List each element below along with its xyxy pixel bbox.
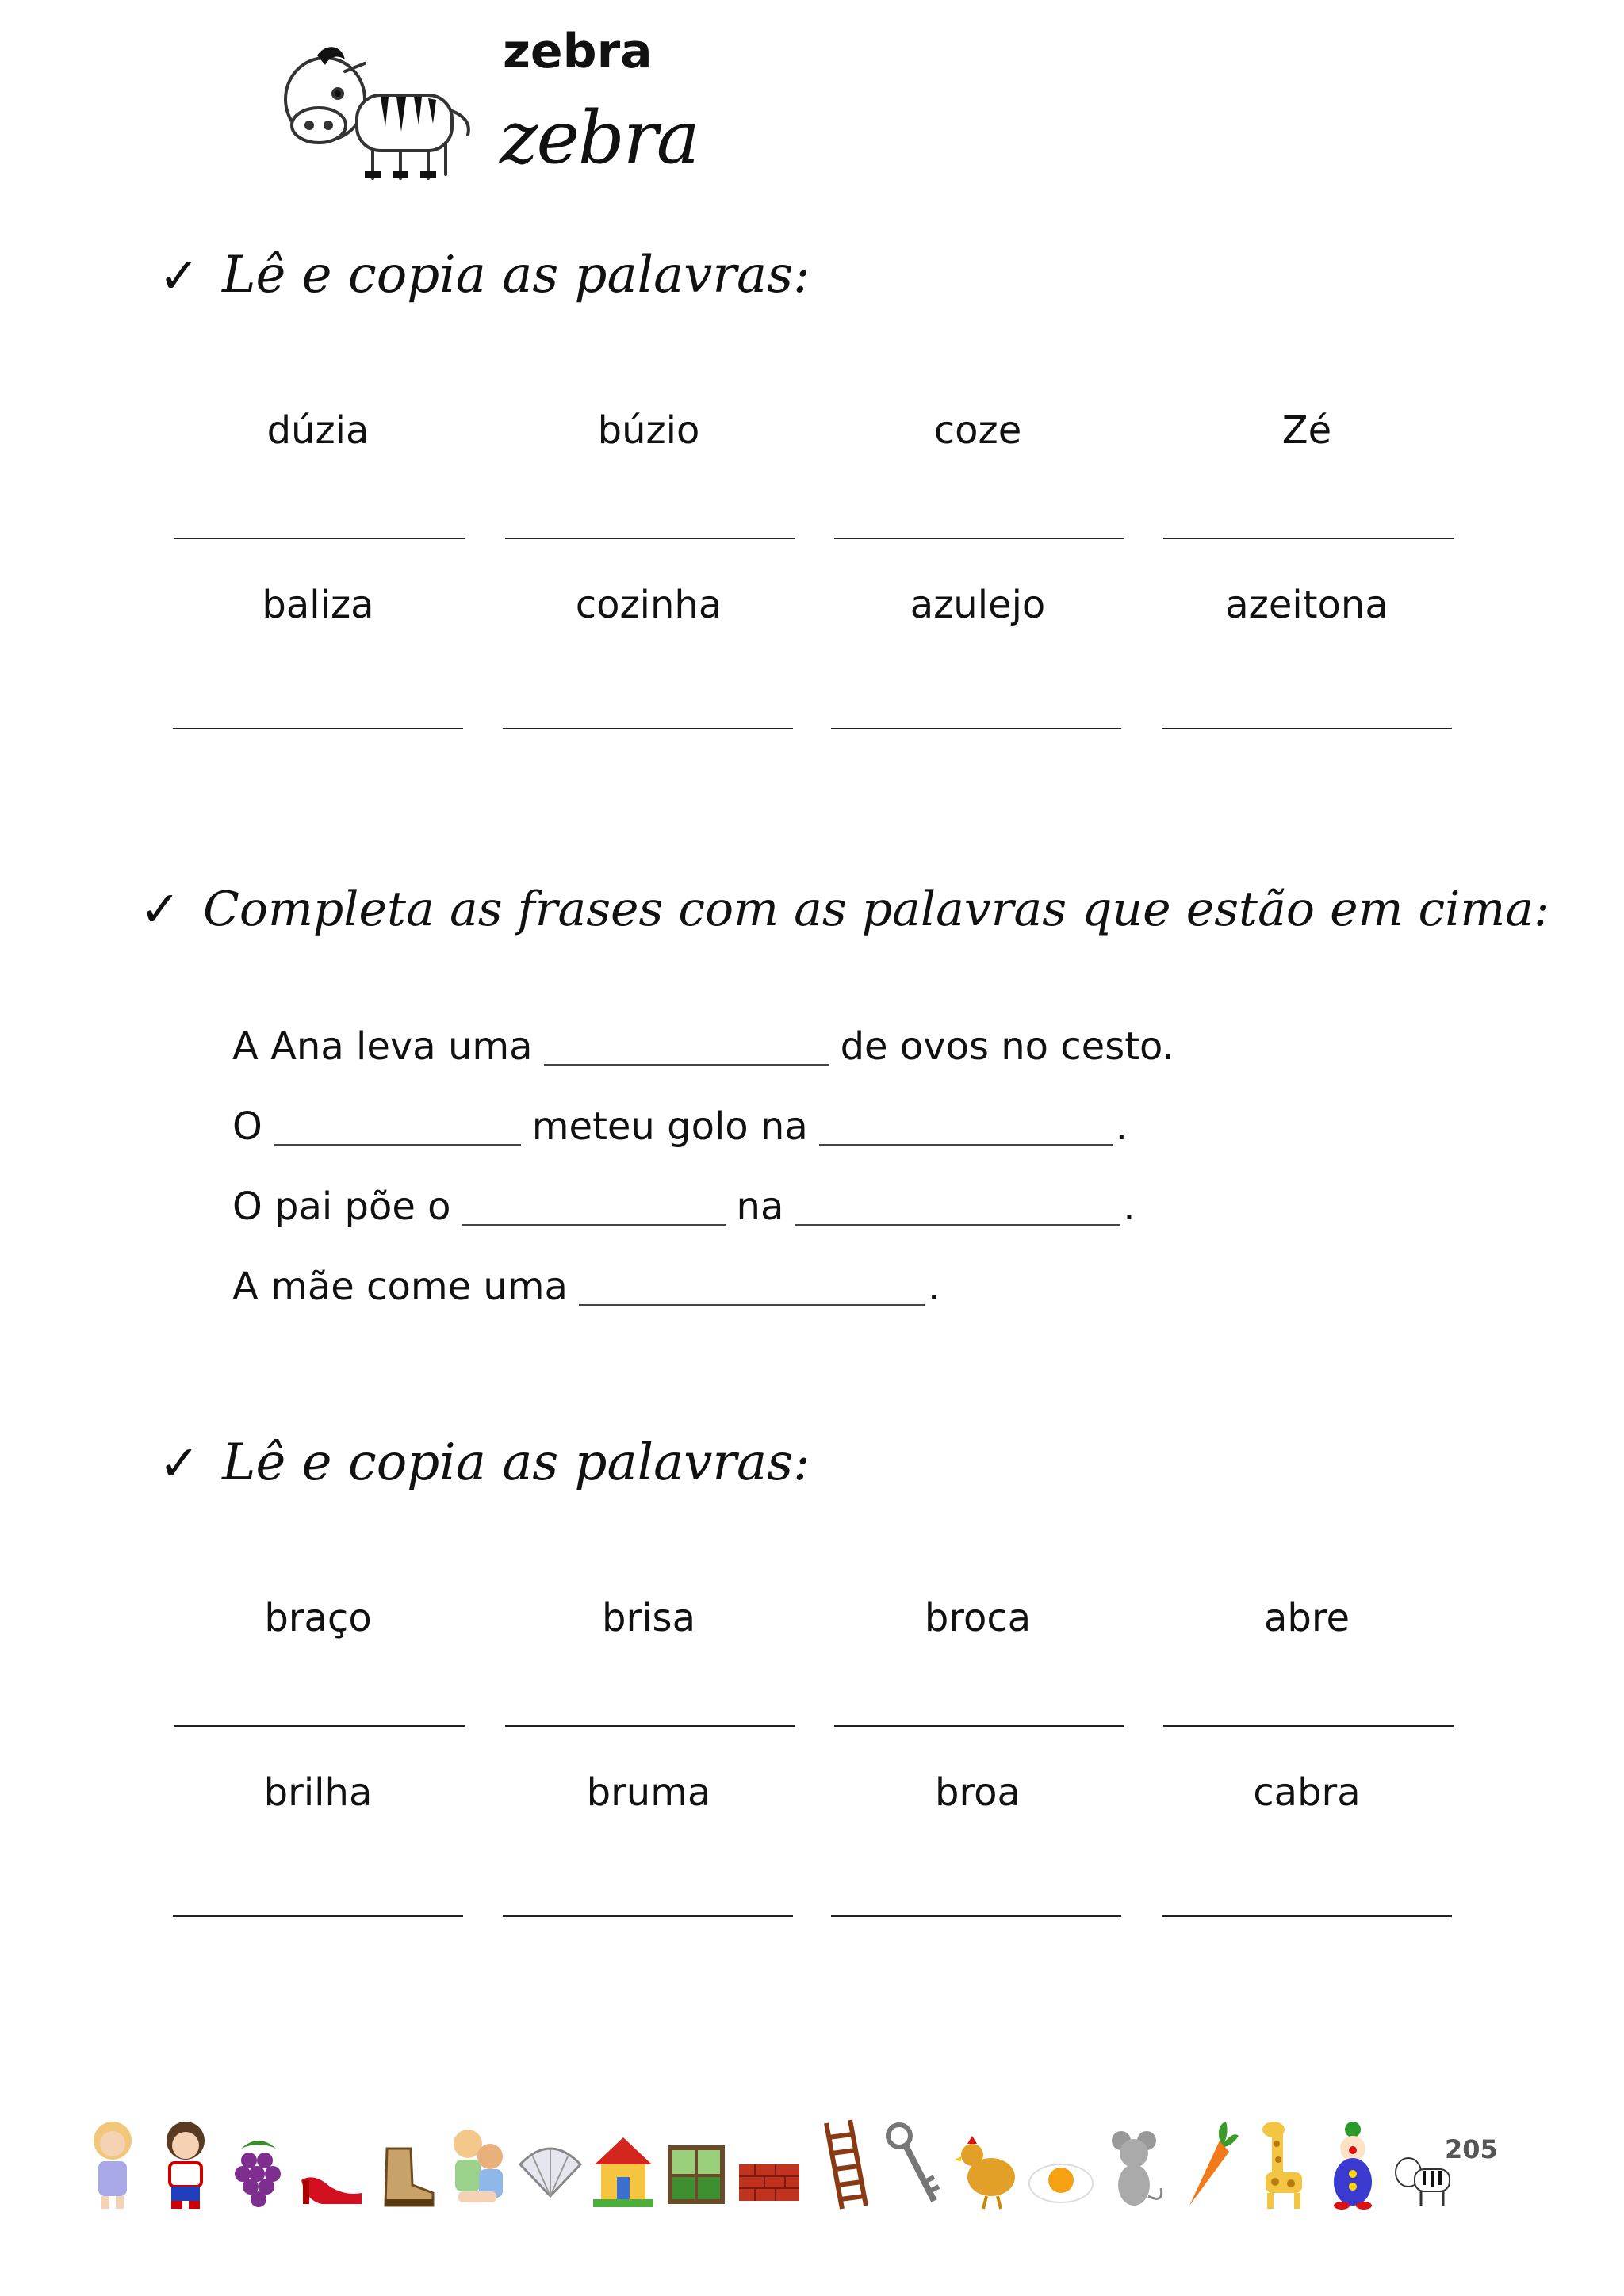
fan-icon: [517, 2117, 584, 2212]
egg-icon: [1028, 2117, 1094, 2212]
giraffe-icon: [1247, 2117, 1313, 2212]
copy-line[interactable]: [834, 538, 1124, 539]
copy-line[interactable]: [1163, 1725, 1454, 1727]
sentence-text: A Ana leva uma: [232, 1024, 533, 1069]
sentence-2: [232, 1104, 1128, 1149]
fill-blank[interactable]: [579, 1303, 925, 1306]
word: abre: [1263, 1596, 1350, 1640]
fill-blank[interactable]: [462, 1223, 726, 1226]
sentence-1: [232, 1024, 1174, 1069]
sentence-text: O: [232, 1104, 262, 1149]
fill-blank[interactable]: [819, 1143, 1113, 1146]
copy-line[interactable]: [173, 1915, 463, 1917]
word: dúzia: [266, 408, 370, 453]
word: broca: [924, 1596, 1032, 1640]
copy-line[interactable]: [173, 728, 463, 729]
word: cozinha: [575, 583, 722, 627]
sentence-4: [232, 1265, 940, 1309]
zebra-illustration: [270, 24, 492, 190]
word: azeitona: [1225, 583, 1388, 627]
word: brisa: [602, 1596, 695, 1640]
clown-icon: [1320, 2117, 1386, 2212]
copy-line[interactable]: [831, 728, 1121, 729]
boy-icon: [152, 2117, 219, 2212]
sentence-text: meteu golo na: [531, 1104, 808, 1149]
copy-line[interactable]: [505, 538, 795, 539]
copy-line[interactable]: [174, 538, 465, 539]
copy-line[interactable]: [1162, 728, 1452, 729]
sentence-text: .: [927, 1265, 940, 1309]
fill-blank[interactable]: [544, 1063, 829, 1066]
hen-icon: [955, 2117, 1021, 2212]
children-icon: [444, 2117, 511, 2212]
copy-line[interactable]: [174, 1725, 465, 1727]
zebra-icon: [1392, 2117, 1459, 2212]
mouse-icon: [1101, 2117, 1167, 2212]
picture-strip: [79, 2101, 1459, 2212]
fill-blank[interactable]: [795, 1223, 1120, 1226]
copy-line[interactable]: [831, 1915, 1121, 1917]
word: brilha: [263, 1770, 373, 1815]
word: búzio: [597, 408, 700, 453]
word: baliza: [262, 583, 374, 627]
section1-heading: [159, 246, 810, 304]
girl-icon: [79, 2117, 146, 2212]
copy-line[interactable]: [503, 1915, 793, 1917]
word: braço: [264, 1596, 372, 1640]
grapes-icon: [225, 2117, 292, 2212]
sentence-text: .: [1123, 1184, 1136, 1229]
copy-line[interactable]: [503, 728, 793, 729]
boot-icon: [371, 2117, 438, 2212]
word: bruma: [586, 1770, 711, 1815]
copy-line[interactable]: [1163, 538, 1454, 539]
sentence-3: [232, 1184, 1136, 1229]
title-print: zebra: [503, 24, 653, 79]
copy-line[interactable]: [1162, 1915, 1452, 1917]
fill-blank[interactable]: [274, 1143, 521, 1146]
word: cabra: [1253, 1770, 1361, 1815]
house-icon: [590, 2117, 657, 2212]
section1-heading-text: Lê e copia as palavras:: [221, 246, 810, 304]
section3-heading-text: Lê e copia as palavras:: [221, 1433, 810, 1492]
sentence-text: na: [736, 1184, 784, 1229]
word: azulejo: [910, 583, 1046, 627]
check-icon: ✓: [159, 246, 200, 304]
word: coze: [933, 408, 1022, 453]
key-icon: [882, 2117, 948, 2212]
sentence-text: .: [1115, 1104, 1128, 1149]
sentence-text: A mãe come uma: [232, 1265, 568, 1309]
copy-line[interactable]: [834, 1725, 1124, 1727]
title-cursive: zebra: [500, 95, 699, 180]
copy-line[interactable]: [505, 1725, 795, 1727]
ladder-icon: [809, 2117, 875, 2212]
word: Zé: [1281, 408, 1332, 453]
check-icon: ✓: [159, 1433, 200, 1492]
word: broa: [935, 1770, 1021, 1815]
window-icon: [663, 2117, 730, 2212]
section2-heading: [140, 880, 1549, 938]
section3-heading: [159, 1433, 810, 1492]
check-icon: ✓: [140, 880, 181, 938]
wall-icon: [736, 2117, 802, 2212]
carrot-icon: [1174, 2117, 1240, 2212]
shoe-icon: [298, 2117, 365, 2212]
section2-heading-text: Completa as frases com as palavras que estão em cima:: [202, 881, 1550, 937]
page-number: 205: [1445, 2134, 1498, 2164]
sentence-text: O pai põe o: [232, 1184, 451, 1229]
sentence-text: de ovos no cesto.: [840, 1024, 1174, 1069]
